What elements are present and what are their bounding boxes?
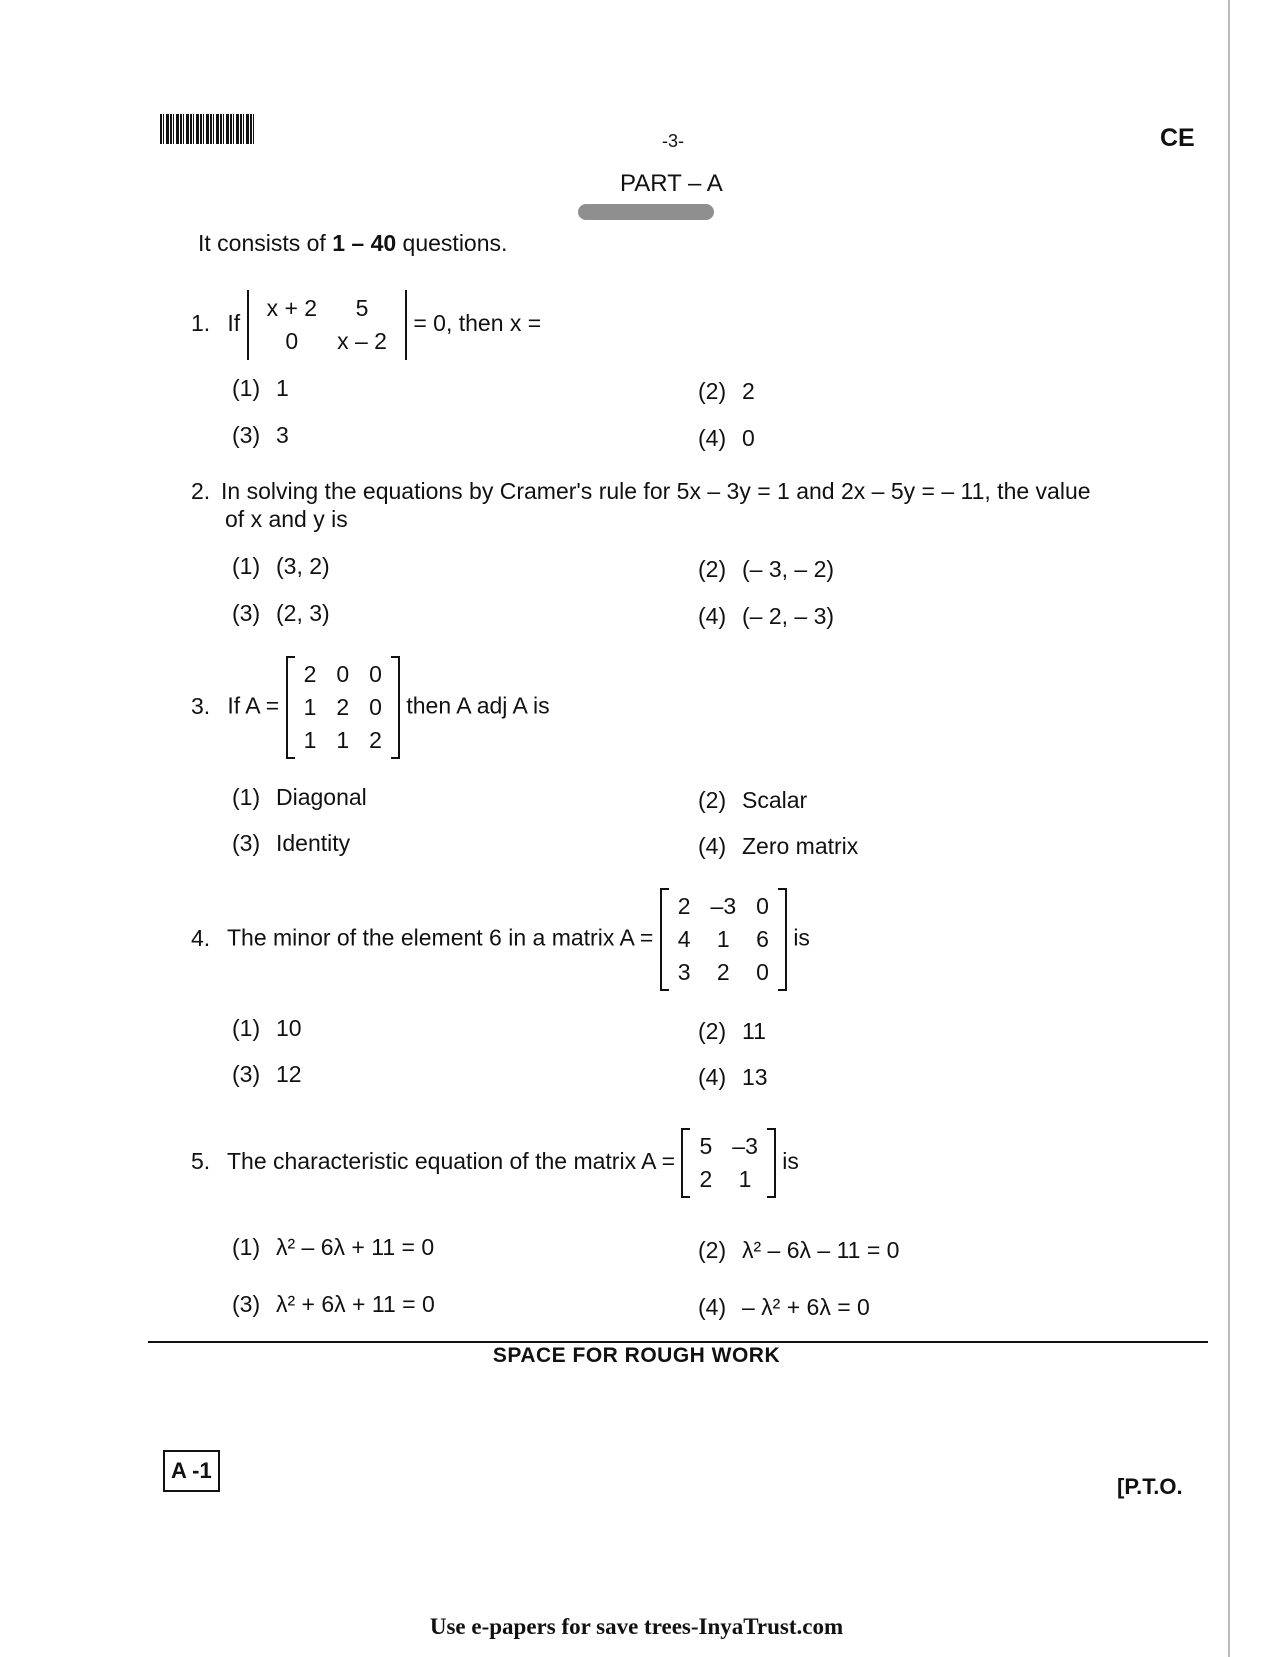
option-text: 1: [276, 375, 289, 401]
option-number: (3): [232, 422, 261, 448]
question-5: [191, 1128, 799, 1198]
option-text: 2: [742, 378, 755, 404]
option-number: (1): [232, 375, 261, 401]
matrix-cell: x + 2: [266, 295, 318, 321]
option-3-1: [232, 784, 367, 811]
matrix-cell: 2: [369, 727, 382, 753]
question-prefix: The characteristic equation of the matrix A =: [226, 1148, 676, 1175]
question-suffix: is: [793, 924, 810, 951]
question-4: [191, 888, 810, 991]
option-1-1: [232, 375, 289, 402]
option-text: λ² – 6λ – 11 = 0: [742, 1237, 900, 1263]
matrix-cell: 2: [677, 893, 691, 919]
ink-smudge: [578, 204, 714, 220]
booklet-code: A -1: [163, 1450, 220, 1492]
option-text: (2, 3): [276, 600, 330, 626]
divider: [148, 1341, 1208, 1343]
question-prefix: If A =: [227, 692, 280, 719]
matrix: [660, 888, 787, 991]
matrix-cell: 1: [738, 1166, 752, 1192]
option-4-3: [232, 1061, 302, 1088]
option-1-3: [232, 422, 289, 449]
option-text: Zero matrix: [742, 833, 859, 859]
matrix-cell: 1: [336, 727, 350, 753]
matrix-cell: 3: [677, 959, 691, 985]
option-text: (– 3, – 2): [742, 556, 835, 582]
option-number: (1): [232, 553, 261, 579]
barcode: [160, 114, 256, 144]
question-number: 3.: [191, 692, 211, 719]
question-number: 1.: [191, 310, 211, 337]
option-number: (1): [232, 1015, 261, 1041]
matrix-cell: 2: [699, 1166, 713, 1192]
matrix-cell: 1: [303, 694, 317, 720]
matrix-cell: 0: [369, 694, 382, 720]
option-text: 0: [742, 425, 755, 451]
question-3: [191, 656, 550, 759]
matrix-cell: 0: [756, 959, 769, 985]
option-3-2: [698, 787, 807, 814]
matrix: [681, 1128, 775, 1198]
option-number: (3): [232, 1291, 261, 1317]
option-1-2: [698, 378, 755, 405]
option-number: (2): [698, 1237, 727, 1263]
option-number: (3): [232, 830, 261, 856]
option-number: (4): [698, 603, 727, 629]
matrix-cell: 2: [336, 694, 350, 720]
matrix-cell: 2: [716, 959, 730, 985]
option-4-2: [698, 1018, 766, 1045]
matrix-cell: 1: [716, 926, 730, 952]
option-text: (3, 2): [276, 553, 330, 579]
option-text: 10: [276, 1015, 302, 1041]
instructions: [198, 230, 507, 257]
option-5-4: [698, 1294, 870, 1321]
option-5-3: [232, 1291, 435, 1318]
option-1-4: [698, 425, 755, 452]
option-number: (2): [698, 556, 727, 582]
option-text: Scalar: [742, 787, 808, 813]
matrix-cell: 5: [355, 295, 369, 321]
paper-code: CE: [1160, 124, 1195, 152]
question-suffix: is: [782, 1148, 799, 1175]
option-2-1: [232, 553, 330, 580]
option-2-4: [698, 603, 834, 630]
option-number: (4): [698, 425, 727, 451]
question-suffix: = 0, then x =: [413, 310, 542, 337]
matrix-cell: 0: [336, 661, 350, 687]
matrix-cell: –3: [710, 893, 737, 919]
matrix-cell: 5: [699, 1133, 713, 1159]
option-text: – λ² + 6λ = 0: [742, 1294, 870, 1320]
question-prefix: The minor of the element 6 in a matrix A =: [226, 924, 654, 951]
option-4-4: [698, 1064, 768, 1091]
pto-label: [P.T.O.: [1117, 1474, 1183, 1499]
option-3-3: [232, 830, 350, 857]
option-number: (3): [232, 600, 261, 626]
intro-range: 1 – 40: [332, 230, 397, 256]
determinant: [247, 290, 407, 360]
matrix-cell: 1: [303, 727, 317, 753]
question-suffix: then A adj A is: [406, 692, 550, 719]
intro-before: It consists of: [198, 230, 333, 256]
option-text: 11: [742, 1018, 766, 1044]
option-3-4: [698, 833, 858, 860]
option-text: λ² – 6λ + 11 = 0: [276, 1234, 435, 1260]
question-text-line1: In solving the equations by Cramer's rule for 5x – 3y = 1 and 2x – 5y = – 11, the value: [221, 478, 1091, 504]
option-number: (1): [232, 784, 261, 810]
option-text: 12: [276, 1061, 302, 1087]
option-number: (4): [698, 1064, 727, 1090]
option-text: Identity: [276, 830, 351, 856]
matrix-cell: 0: [285, 328, 299, 354]
option-number: (2): [698, 378, 727, 404]
option-number: (4): [698, 1294, 727, 1320]
question-2-line2: of x and y is: [225, 506, 348, 532]
rough-work-label: SPACE FOR ROUGH WORK: [492, 1344, 781, 1367]
matrix-cell: 0: [369, 661, 382, 687]
option-number: (2): [698, 787, 727, 813]
footer-note: Use e-papers for save trees-InyaTrust.com: [429, 1614, 844, 1639]
matrix-cell: x – 2: [337, 328, 387, 354]
page-number: -3-: [662, 131, 684, 151]
option-text: (– 2, – 3): [742, 603, 835, 629]
matrix-cell: 0: [756, 893, 769, 919]
page-edge: [1228, 0, 1230, 1657]
question-1: [191, 290, 541, 360]
option-2-3: [232, 600, 330, 627]
option-text: Diagonal: [276, 784, 367, 810]
matrix-cell: 4: [677, 926, 691, 952]
question-2: [191, 478, 1091, 505]
option-text: 13: [742, 1064, 768, 1090]
option-text: 3: [276, 422, 289, 448]
option-5-2: [698, 1237, 899, 1264]
question-number: 5.: [191, 1148, 211, 1175]
option-text: λ² + 6λ + 11 = 0: [276, 1291, 435, 1317]
option-4-1: [232, 1015, 302, 1042]
option-5-1: [232, 1234, 434, 1261]
question-number: 4.: [191, 924, 211, 951]
matrix-cell: –3: [732, 1133, 758, 1159]
option-2-2: [698, 556, 834, 583]
matrix-cell: 6: [756, 926, 769, 952]
matrix: [286, 656, 400, 759]
part-title: PART – A: [620, 170, 723, 197]
intro-after: questions.: [396, 230, 508, 256]
option-number: (2): [698, 1018, 727, 1044]
option-number: (1): [232, 1234, 261, 1260]
question-prefix: If: [227, 310, 241, 337]
question-number: 2.: [191, 478, 211, 504]
option-number: (3): [232, 1061, 261, 1087]
option-number: (4): [698, 833, 727, 859]
matrix-cell: 2: [303, 661, 317, 687]
